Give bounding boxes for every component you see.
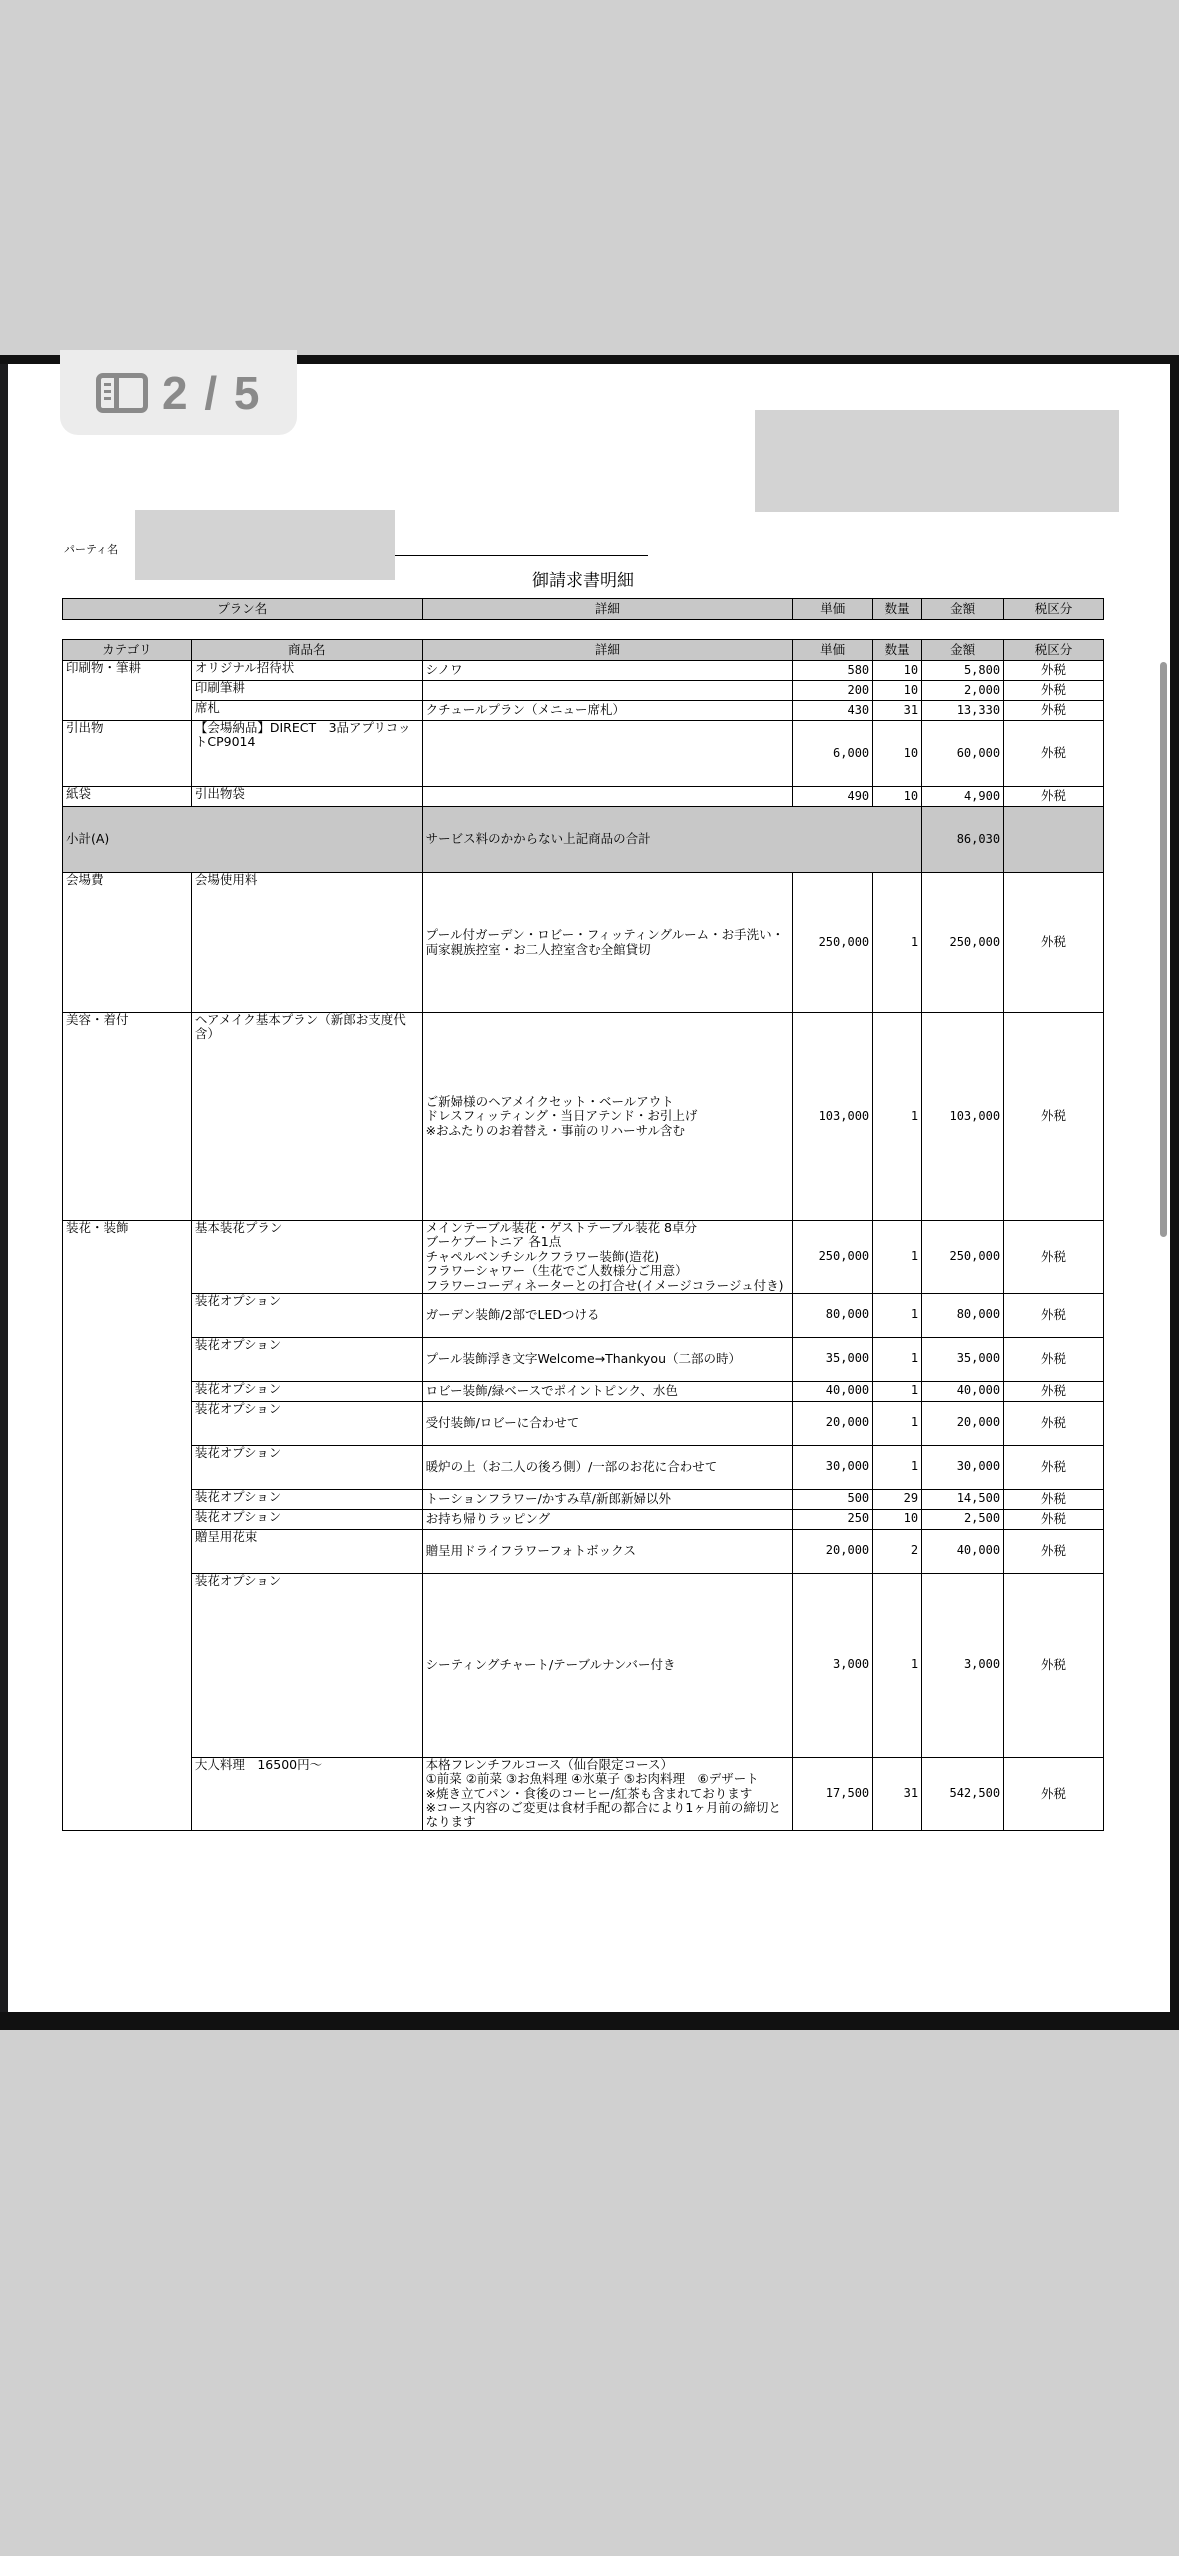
product-cell: 装花オプション	[191, 1509, 422, 1529]
amount-cell: 3,000	[922, 1573, 1004, 1757]
plan-header-cell: 数量	[873, 599, 922, 620]
product-cell: 会場使用料	[191, 873, 422, 1013]
product-cell: 装花オプション	[191, 1401, 422, 1445]
quantity-cell: 1	[873, 1445, 922, 1489]
detail-cell: プール付ガーデン・ロビー・フィッティングルーム・お手洗い・両家親族控室・お二人控室含む全館貸切	[422, 873, 793, 1013]
table-row	[63, 873, 1104, 1013]
product-cell: 装花オプション	[191, 1293, 422, 1337]
tax-cell: 外税	[1004, 1489, 1104, 1509]
amount-cell: 250,000	[922, 1221, 1004, 1294]
tax-cell: 外税	[1004, 1221, 1104, 1294]
detail-cell: ご新婦様のヘアメイクセット・ベールアウト ドレスフィッティング・当日アテンド・お引上げ ※おふたりのお着替え・事前のリハーサル含む	[422, 1013, 793, 1221]
subtotal-label: 小計(A)	[63, 807, 423, 873]
amount-cell: 4,900	[922, 787, 1004, 807]
amount-cell: 2,500	[922, 1509, 1004, 1529]
table-row	[63, 1509, 1104, 1529]
detail-cell: 暖炉の上（お二人の後ろ側）/一部のお花に合わせて	[422, 1445, 793, 1489]
tax-cell: 外税	[1004, 1381, 1104, 1401]
unit-price-cell: 580	[793, 661, 873, 681]
detail-cell: お持ち帰りラッピング	[422, 1509, 793, 1529]
amount-cell: 30,000	[922, 1445, 1004, 1489]
product-cell: 大人料理 16500円〜	[191, 1757, 422, 1830]
document-title: 御請求書明細	[532, 571, 634, 591]
party-name-label: パーティ名	[64, 543, 119, 556]
unit-price-cell: 40,000	[793, 1381, 873, 1401]
tax-cell: 外税	[1004, 1445, 1104, 1489]
table-row	[63, 1573, 1104, 1757]
amount-cell: 40,000	[922, 1381, 1004, 1401]
table-row	[63, 1401, 1104, 1445]
tax-cell: 外税	[1004, 1293, 1104, 1337]
category-cell: 印刷物・筆耕	[63, 661, 192, 721]
plan-header-cell: 単価	[793, 599, 873, 620]
page-indicator[interactable]	[60, 350, 297, 435]
detail-cell: 本格フレンチフルコース（仙台限定コース） ①前菜 ②前菜 ③お魚料理 ④氷菓子 ⑤お肉料理 ⑥デザート ※焼き立てパン・食後のコーヒー/紅茶も含まれております ※コース内容のご変更は食材手配の都合により1ヶ月前の締切となります	[422, 1757, 793, 1830]
unit-price-cell: 6,000	[793, 721, 873, 787]
detail-cell: メインテーブル装花・ゲストテーブル装花 8卓分 ブーケブートニア 各1点 チャペルベンチシルクフラワー装飾(造花) フラワーシャワー（生花でご人数様分ご用意） フラワーコーディネーターとの打合せ(イメージコラージュ付き)	[422, 1221, 793, 1294]
product-cell: 席札	[191, 701, 422, 721]
plan-header-cell: 金額	[922, 599, 1004, 620]
redacted-party-name	[135, 510, 395, 580]
detail-cell: ロビー装飾/緑ベースでポイントピンク、水色	[422, 1381, 793, 1401]
table-row	[63, 661, 1104, 681]
quantity-cell: 1	[873, 1401, 922, 1445]
detail-cell: ガーデン装飾/2部でLEDつける	[422, 1293, 793, 1337]
redacted-stamp-area	[755, 410, 1119, 512]
items-table	[62, 639, 1104, 1831]
tax-cell: 外税	[1004, 1013, 1104, 1221]
tax-cell: 外税	[1004, 787, 1104, 807]
product-cell: 装花オプション	[191, 1489, 422, 1509]
page-indicator-text: 2 / 5	[162, 366, 262, 419]
product-cell: オリジナル招待状	[191, 661, 422, 681]
vertical-scrollbar[interactable]	[1160, 662, 1167, 1237]
sidebar-icon	[96, 373, 148, 413]
unit-price-cell: 200	[793, 681, 873, 701]
category-cell: 引出物	[63, 721, 192, 787]
product-cell: 装花オプション	[191, 1445, 422, 1489]
unit-price-cell: 490	[793, 787, 873, 807]
subtotal-note: サービス料のかからない上記商品の合計	[422, 807, 922, 873]
detail-cell: 贈呈用ドライフラワーフォトボックス	[422, 1529, 793, 1573]
detail-cell	[422, 721, 793, 787]
unit-price-cell: 3,000	[793, 1573, 873, 1757]
tax-cell: 外税	[1004, 701, 1104, 721]
amount-cell: 40,000	[922, 1529, 1004, 1573]
quantity-cell: 1	[873, 1013, 922, 1221]
product-cell: 引出物袋	[191, 787, 422, 807]
detail-cell: シーティングチャート/テーブルナンバー付き	[422, 1573, 793, 1757]
detail-cell: クチュールプラン（メニュー席札）	[422, 701, 793, 721]
unit-price-cell: 35,000	[793, 1337, 873, 1381]
items-header-cell: カテゴリ	[63, 640, 192, 661]
tax-cell: 外税	[1004, 1757, 1104, 1830]
viewer-background-bottom	[0, 2030, 1179, 2556]
items-header-cell: 詳細	[422, 640, 793, 661]
items-header-cell: 税区分	[1004, 640, 1104, 661]
subtotal-amount: 86,030	[922, 807, 1004, 873]
quantity-cell: 31	[873, 1757, 922, 1830]
tax-cell: 外税	[1004, 1337, 1104, 1381]
subtotal-tax-cell	[1004, 807, 1104, 873]
category-cell: 紙袋	[63, 787, 192, 807]
table-row	[63, 701, 1104, 721]
product-cell: 装花オプション	[191, 1573, 422, 1757]
quantity-cell: 1	[873, 1573, 922, 1757]
subtotal-row	[63, 807, 1104, 873]
quantity-cell: 10	[873, 681, 922, 701]
table-row	[63, 721, 1104, 787]
unit-price-cell: 500	[793, 1489, 873, 1509]
quantity-cell: 31	[873, 701, 922, 721]
quantity-cell: 1	[873, 1293, 922, 1337]
tax-cell: 外税	[1004, 1401, 1104, 1445]
quantity-cell: 1	[873, 1337, 922, 1381]
category-cell: 美容・着付	[63, 1013, 192, 1221]
table-row	[63, 1529, 1104, 1573]
unit-price-cell: 103,000	[793, 1013, 873, 1221]
product-cell: 基本装花プラン	[191, 1221, 422, 1294]
amount-cell: 13,330	[922, 701, 1004, 721]
quantity-cell: 1	[873, 1221, 922, 1294]
product-cell: 印刷筆耕	[191, 681, 422, 701]
table-row	[63, 1337, 1104, 1381]
unit-price-cell: 30,000	[793, 1445, 873, 1489]
amount-cell: 20,000	[922, 1401, 1004, 1445]
page-edge	[1170, 364, 1179, 2012]
amount-cell: 35,000	[922, 1337, 1004, 1381]
quantity-cell: 1	[873, 873, 922, 1013]
detail-cell	[422, 681, 793, 701]
table-row	[63, 1293, 1104, 1337]
plan-header-cell: 詳細	[422, 599, 793, 620]
unit-price-cell: 20,000	[793, 1529, 873, 1573]
detail-cell: 受付装飾/ロビーに合わせて	[422, 1401, 793, 1445]
amount-cell: 80,000	[922, 1293, 1004, 1337]
tax-cell: 外税	[1004, 1509, 1104, 1529]
unit-price-cell: 80,000	[793, 1293, 873, 1337]
quantity-cell: 1	[873, 1381, 922, 1401]
product-cell: ヘアメイク基本プラン（新郎お支度代含）	[191, 1013, 422, 1221]
amount-cell: 250,000	[922, 873, 1004, 1013]
plan-header-cell: プラン名	[63, 599, 423, 620]
items-header-row	[63, 640, 1104, 661]
amount-cell: 14,500	[922, 1489, 1004, 1509]
quantity-cell: 10	[873, 1509, 922, 1529]
quantity-cell: 10	[873, 787, 922, 807]
tax-cell: 外税	[1004, 1573, 1104, 1757]
viewer-background-top	[0, 0, 1179, 355]
items-header-cell: 単価	[793, 640, 873, 661]
unit-price-cell: 430	[793, 701, 873, 721]
unit-price-cell: 250	[793, 1509, 873, 1529]
category-cell: 会場費	[63, 873, 192, 1013]
quantity-cell: 2	[873, 1529, 922, 1573]
quantity-cell: 10	[873, 721, 922, 787]
detail-cell: トーションフラワー/かすみ草/新郎新婦以外	[422, 1489, 793, 1509]
unit-price-cell: 250,000	[793, 873, 873, 1013]
amount-cell: 542,500	[922, 1757, 1004, 1830]
tax-cell: 外税	[1004, 661, 1104, 681]
amount-cell: 103,000	[922, 1013, 1004, 1221]
table-row	[63, 787, 1104, 807]
product-cell: 【会場納品】DIRECT 3品アプリコットCP9014	[191, 721, 422, 787]
table-row	[63, 1221, 1104, 1294]
page-separator-bottom	[0, 2012, 1179, 2030]
table-row	[63, 1381, 1104, 1401]
tax-cell: 外税	[1004, 1529, 1104, 1573]
amount-cell: 2,000	[922, 681, 1004, 701]
detail-cell: プール装飾浮き文字Welcome→Thankyou（二部の時）	[422, 1337, 793, 1381]
items-header-cell: 商品名	[191, 640, 422, 661]
table-row	[63, 1489, 1104, 1509]
tax-cell: 外税	[1004, 681, 1104, 701]
plan-header-row	[63, 599, 1104, 620]
quantity-cell: 29	[873, 1489, 922, 1509]
unit-price-cell: 17,500	[793, 1757, 873, 1830]
amount-cell: 5,800	[922, 661, 1004, 681]
product-cell: 装花オプション	[191, 1381, 422, 1401]
table-row	[63, 1757, 1104, 1830]
product-cell: 贈呈用花束	[191, 1529, 422, 1573]
plan-table	[62, 598, 1104, 620]
plan-header-cell: 税区分	[1004, 599, 1104, 620]
category-cell: 装花・装飾	[63, 1221, 192, 1831]
detail-cell: シノワ	[422, 661, 793, 681]
table-row	[63, 681, 1104, 701]
table-row	[63, 1013, 1104, 1221]
unit-price-cell: 20,000	[793, 1401, 873, 1445]
party-name-underline	[395, 555, 648, 556]
quantity-cell: 10	[873, 661, 922, 681]
items-header-cell: 金額	[922, 640, 1004, 661]
table-row	[63, 1445, 1104, 1489]
amount-cell: 60,000	[922, 721, 1004, 787]
unit-price-cell: 250,000	[793, 1221, 873, 1294]
items-header-cell: 数量	[873, 640, 922, 661]
tax-cell: 外税	[1004, 873, 1104, 1013]
tax-cell: 外税	[1004, 721, 1104, 787]
product-cell: 装花オプション	[191, 1337, 422, 1381]
detail-cell	[422, 787, 793, 807]
